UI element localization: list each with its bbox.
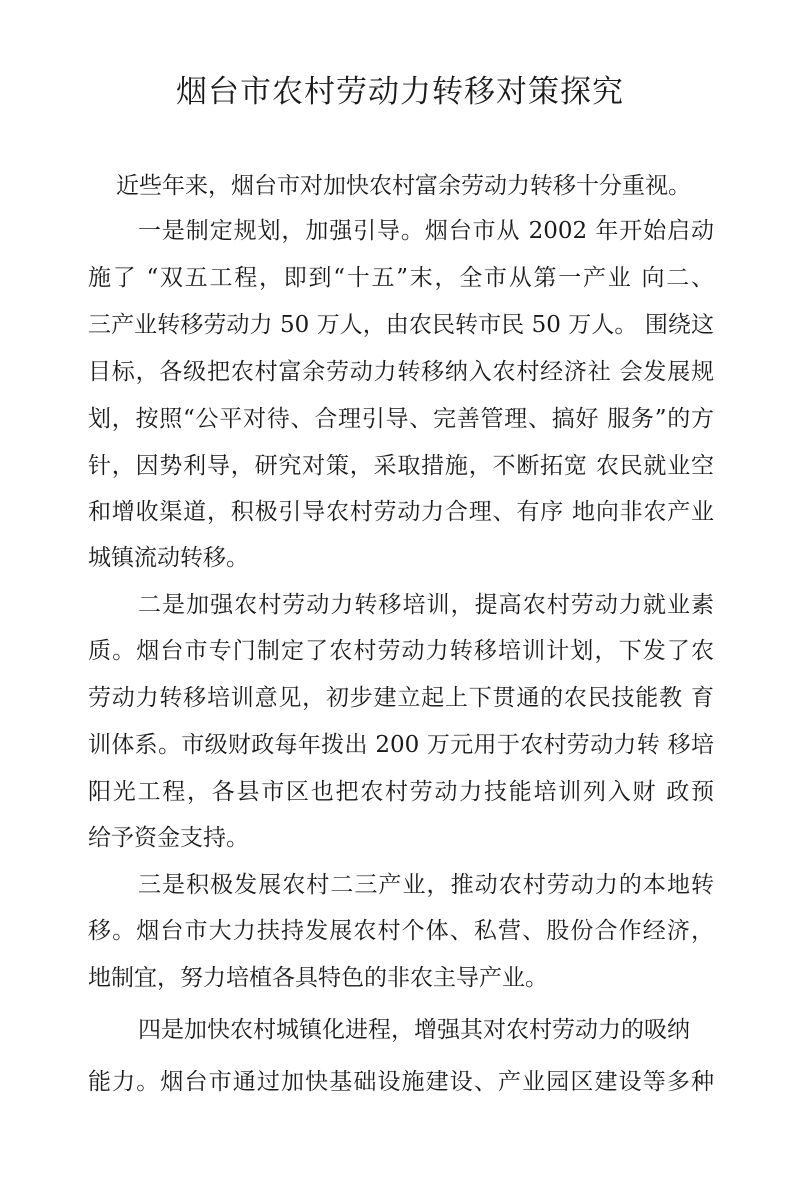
paragraph-3-line-2: 移。烟台市大力扶持发展农村个体、私营、股份合作经济， (88, 918, 714, 944)
paragraph-1-line-1: 一是制定规划，加强引导。烟台市从 2002 年开始启动 (138, 218, 714, 244)
paragraph-4-line-1: 四是加快农村城镇化进程，增强其对农村劳动力的吸纳 (138, 1017, 690, 1043)
paragraph-2-line-2: 质。烟台市专门制定了农村劳动力转移培训计划，下发了农 (88, 638, 714, 664)
paragraph-4-line-2: 能力。烟台市通过加快基础设施建设、产业园区建设等多种 (88, 1069, 714, 1095)
paragraph-1-line-3: 三产业转移劳动力 50 万人，由农民转市民 50 万人。 围绕这 (88, 312, 714, 338)
paragraph-1-line-6: 针，因势利导，研究对策，采取措施，不断拓宽 农民就业空 (88, 453, 714, 479)
paragraph-1-line-2: 施了 “双五工程，即到“十五”末，全市从第一产业 向二、 (88, 265, 714, 291)
paragraph-2-line-3: 劳动力转移培训意见，初步建立起上下贯通的农民技能教 育 (88, 685, 714, 711)
paragraph-1-line-7: 和增收渠道，积极引导农村劳动力合理、有序 地向非农产业 (88, 499, 714, 525)
paragraph-3-line-1: 三是积极发展农村二三产业，推动农村劳动力的本地转 (138, 872, 714, 898)
paragraph-intro-line: 近些年来，烟台市对加快农村富余劳动力转移十分重视。 (116, 173, 691, 199)
paragraph-2-line-6: 给予资金支持。 (88, 825, 249, 851)
paragraph-2-line-4: 训体系。市级财政每年拨出 200 万元用于农村劳动力转 移培 (88, 732, 714, 758)
document-title: 烟台市农村劳动力转移对策探究 (176, 74, 624, 110)
paragraph-2-line-1: 二是加强农村劳动力转移培训，提高农村劳动力就业素 (138, 592, 714, 618)
paragraph-1-line-8: 城镇流动转移。 (88, 545, 249, 571)
paragraph-2-line-5: 阳光工程，各县市区也把农村劳动力技能培训列入财 政预 (88, 779, 714, 805)
paragraph-1-line-5: 划，按照“公平对待、合理引导、完善管理、搞好 服务”的方 (88, 406, 714, 432)
paragraph-1-line-4: 目标，各级把农村富余劳动力转移纳入农村经济社 会发展规 (88, 359, 714, 385)
paragraph-3-line-3: 地制宜，努力培植各具特色的非农主导产业。 (88, 965, 548, 991)
